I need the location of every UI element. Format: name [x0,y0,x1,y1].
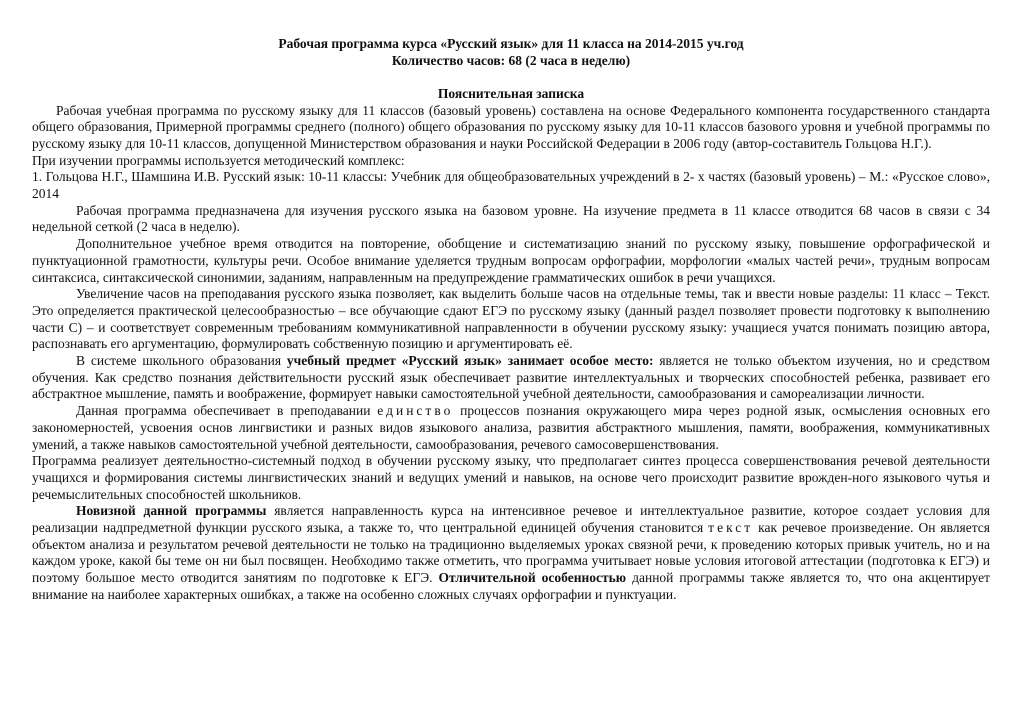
text-fragment: как речевое произведение. Он является объектом анализа и результатом речевой деятельности не только на традиционно выделяемых уроках связной речи, к проведению которых привык учитель, но и на каждом уроке, какой бы теме он ни был посвящен. Необходимо также отметить, что программа учитывает новые условия итоговой аттестации (подготовка к ЕГЭ) и поэтому большое место отводится занятиям по подготовке к ЕГЭ. [32,520,990,586]
bold-phrase: Новизной данной программы [76,503,267,519]
text-fragment: является направленность курса на интенсивное речевое и интеллектуальное развитие, которое создает условия для реализации надпредметной функции русского языка, а также то, что центральной единицей обучения становится [32,503,990,536]
bold-phrase: учебный предмет «Русский язык» занимает особое место: [286,353,654,369]
text-fragment: процессов познания окружающего мира через родной язык, осмысления основных его закономерностей, усвоения основ лингвистики и разных видов языкового анализа, развития абстрактного мышления, памяти, воображения, коммуникативных умений, а также навыков самостоятельной учебной деятельности, самообразования, речевого самосовершенствования. [32,403,990,452]
document-page [32,36,990,604]
text-fragment: Данная программа обеспечивает в преподавании [76,403,378,419]
paragraph-approach: Программа реализует деятельностно-системный подход в обучении русскому языку, что предполагает синтез процесса совершенствования речевой деятельности учащихся и формирования системы лингвистических знаний и ведущих умений и навыков, на основе чего происходит развитие врожден-ного языкового чутья и речемыслительных способностей школьников. [32,453,990,502]
paragraph-subject-role [32,353,990,403]
text-fragment: В системе школьного образования [76,353,287,369]
paragraph-purpose: Рабочая программа предназначена для изучения русского языка на базовом уровне. На изучение предмета в 11 классе отводится 68 часов в связи с 34 недельной сеткой (2 часа в неделю). [32,202,990,235]
paragraph-hours-increase: Увеличение часов на преподавания русского языка позволяет, как выделить больше часов на отдельные темы, так и ввести новые разделы: 11 класс – Текст. Это определяется практической целесообразностью – все обучающие сдают ЕГЭ по русскому языку (данный раздел позволяет провести подготовку к выполнению части С) – и соответствует современным требованиям коммуникативной направленности в обучении русскому языку: учащиеся учатся понимать позицию автора, распознавать его аргументацию, формулировать собственную позицию и аргументировать её. [32,286,990,352]
bold-phrase: Отличительной особенностью [438,570,627,586]
paragraph-extra-time: Дополнительное учебное время отводится на повторение, обобщение и систематизацию знаний по русскому языку, повышение орфографической и пунктуационной грамотности, культуры речи. Особое внимание уделяется трудным вопросам орфографии, морфологии «малых частей речи», трудным вопросам синтаксиса, синтаксической синонимии, заданиям, направленным на предупреждение грамматических ошибок в речи учащихся. [32,236,990,285]
paragraph-complex: При изучении программы используется методический комплекс: [32,152,405,168]
paragraph-textbook: 1. Гольцова Н.Г., Шамшина И.В. Русский язык: 10-11 классы: Учебник для общеобразовательных учреждений в 2- х частях (базовый уровень) – М.: «Русское слово», 2014 [32,169,990,202]
paragraph-novelty [32,503,990,603]
spaced-word: единство [377,403,454,419]
hours-count: Количество часов: 68 (2 часа в неделю) [391,52,631,68]
document-title: Рабочая программа курса «Русский язык» для 11 класса на 2014-2015 уч.год [278,36,744,51]
text-fragment: данной программы также является то, что она акцентирует внимание на наиболее характерных ошибках, а также на особенно сложных случаях орфографии и пунктуации. [32,570,991,602]
paragraph-unity [32,403,990,453]
paragraph-intro: Рабочая учебная программа по русскому языку для 11 классов (базовый уровень) составлена на основе Федерального компонента государственного стандарта общего образования, Примерной программы среднего (полного) общего образования по русскому языку для 10-11 классов базового уровня и учебной программы по русскому языку для 10-11 классов, допущенной Министерством образования и науки Российской Федерации в 2006 году (автор-составитель Гольцова Н.Г.). [32,102,990,151]
section-title: Пояснительная записка [437,86,585,101]
spaced-word: текст [708,520,754,536]
text-fragment: является не только объектом изучения, но и средством обучения. Как средство познания действительности русский язык обеспечивает развитие интеллектуальных и творческих способностей ребенка, развивает его абстрактное мышление, память и воображение, формирует навыки самостоятельной учебной деятельности, самообразования и самореализации личности. [32,353,990,402]
